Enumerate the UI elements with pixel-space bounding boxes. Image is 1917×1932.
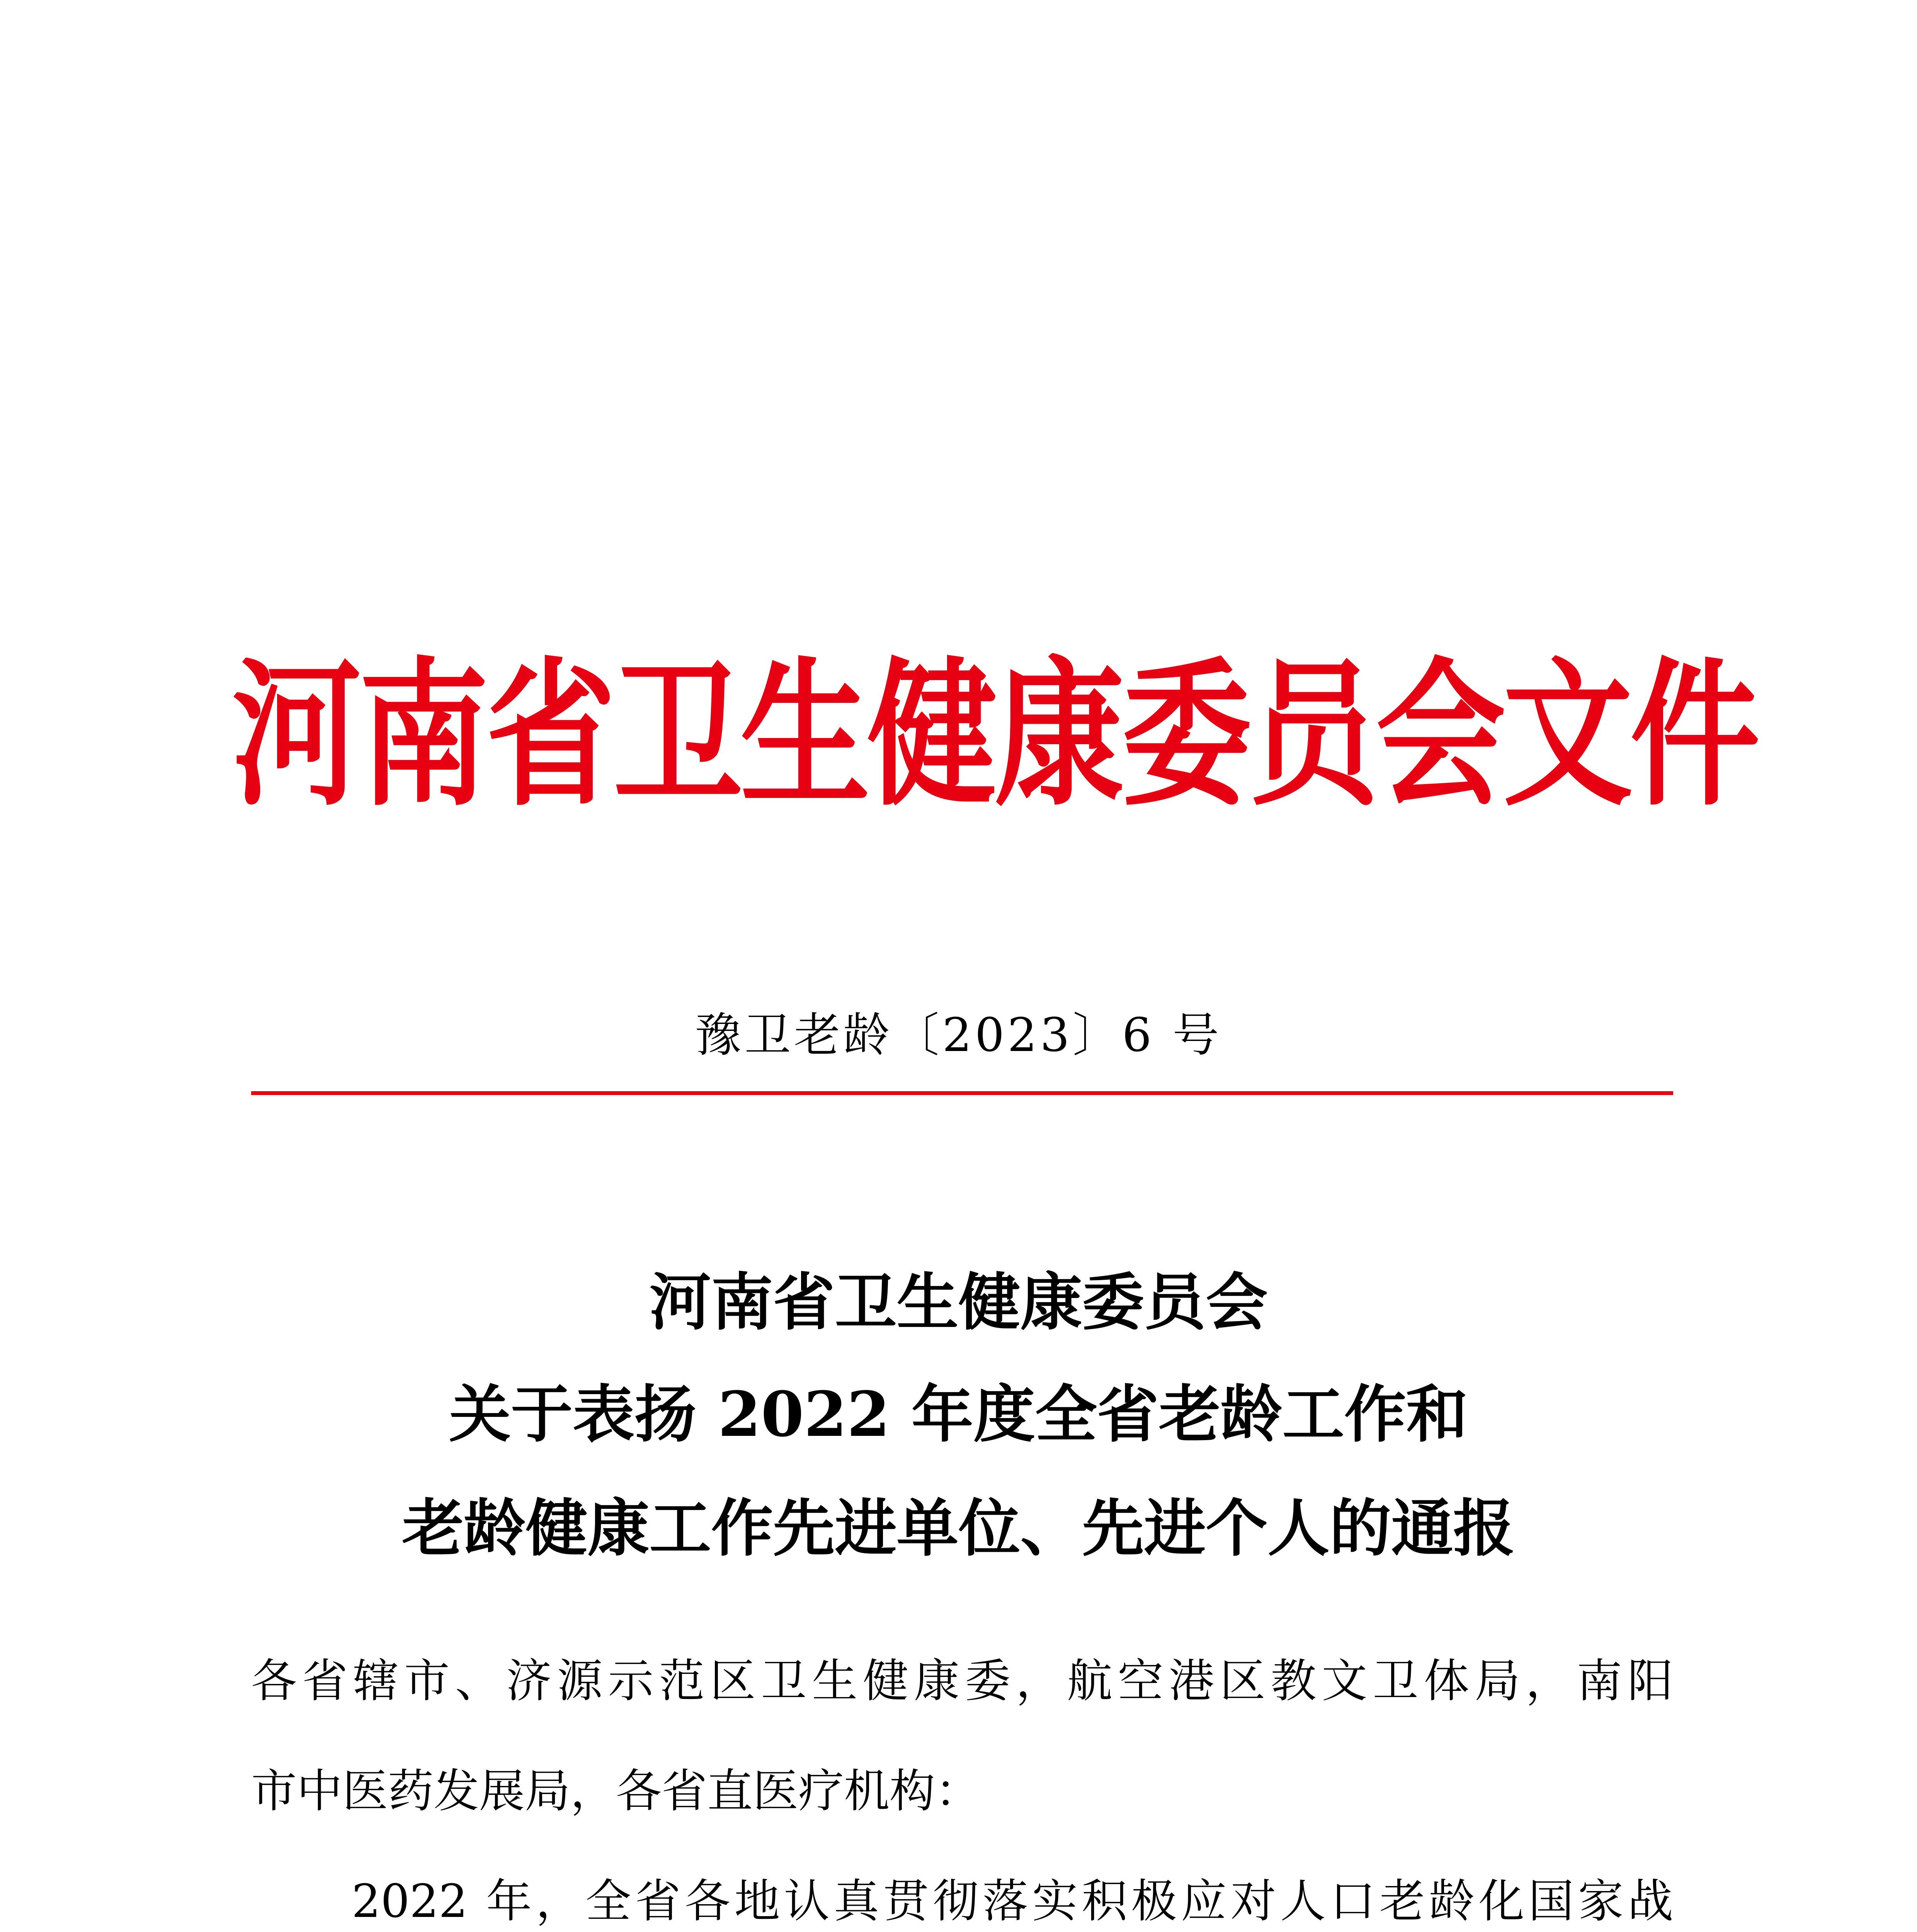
title-line-2: 关于表扬 2022 年度全省老龄工作和 bbox=[449, 1378, 1468, 1451]
red-divider-line bbox=[251, 1091, 1673, 1095]
title-line-1: 河南省卫生健康委员会 bbox=[649, 1266, 1268, 1338]
addressee-line: 市中医药发展局，各省直医疗机构： bbox=[251, 1764, 981, 1818]
addressee-line: 各省辖市、济源示范区卫生健康委，航空港区教文卫体局，南阳 bbox=[251, 1654, 1673, 1708]
masthead-title: 河南省卫生健康委员会文件 bbox=[232, 644, 1757, 828]
body-text-line: 2022 年，全省各地认真贯彻落实积极应对人口老龄化国家战 bbox=[352, 1874, 1673, 1928]
title-line-3: 老龄健康工作先进单位、先进个人的通报 bbox=[402, 1492, 1515, 1565]
document-number: 豫卫老龄〔2023〕6 号 bbox=[695, 1009, 1222, 1062]
